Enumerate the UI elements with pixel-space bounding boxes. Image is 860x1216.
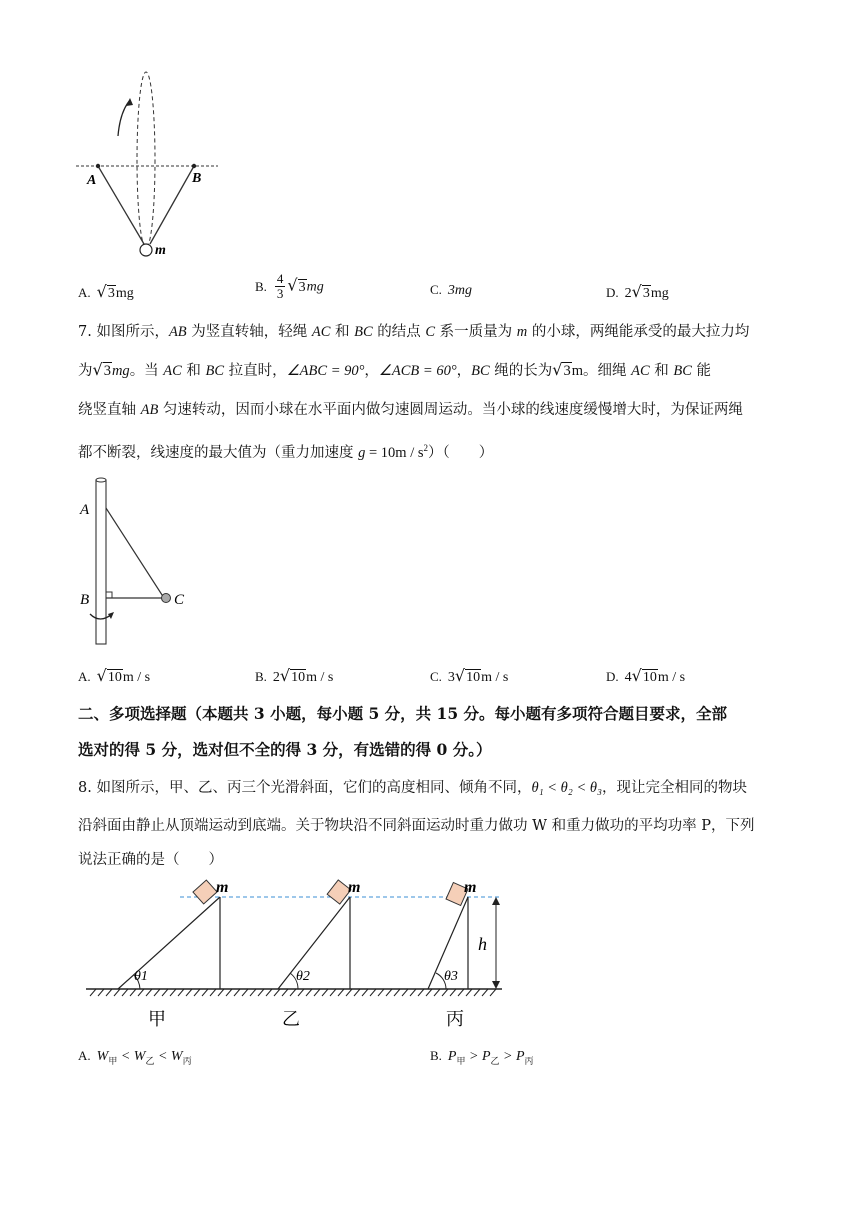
q7-option-c: C. 3√10m / s: [430, 666, 509, 685]
ball-m: [140, 244, 152, 256]
section2-heading-line-1: 二、多项选择题（本题共 3 小题，每小题 5 分，共 15 分。每小题有多项符合题目要求，全部: [78, 704, 728, 723]
ball-c: [162, 594, 171, 603]
block-jia: [193, 880, 217, 904]
q7-figure: [76, 474, 206, 654]
incline-bing: [428, 879, 476, 989]
q8-figure: [82, 872, 512, 1034]
name-bing: 丙: [446, 1009, 464, 1030]
rope-b: [150, 166, 194, 244]
label-b: B: [192, 171, 202, 186]
q8-option-a: A. $W_甲 < W_乙 < W_丙$: [78, 1048, 192, 1067]
q6-option-c: C. 3mg: [430, 282, 473, 298]
q8-option-b: B. $P_甲 > P_乙 > P_丙$: [430, 1048, 534, 1067]
label-a: A: [87, 173, 97, 188]
section2-heading-line-2: 选对的得 5 分，选对但不全的得 3 分，有选错的得 0 分。）: [78, 740, 492, 759]
label-h: h: [478, 934, 487, 954]
q8-line-2: 沿斜面由静止从顶端运动到底端。关于物块沿不同斜面运动时重力做功 W 和重力做功的平均功率 P，下列: [78, 818, 755, 834]
label-m-2: m: [348, 879, 361, 896]
label-b: B: [80, 592, 90, 608]
q6-option-b: B. $\frac{4}{3}$ √3mg: [255, 271, 324, 301]
q7-line-2: 为√3mg。当 AC 和 BC 拉直时，∠ABC = 90°，∠ACB = 60°，BC 绳的长为√3m。细绳 AC 和 BC 能: [78, 360, 711, 379]
q7-line-4: 都不断裂，线速度的最大值为（重力加速度 $g = 10m / s^2$）（ ）: [78, 443, 494, 461]
rope-a: [98, 166, 144, 244]
q7-line-3: 绕竖直轴 AB 匀速转动，因而小球在水平面内做匀速圆周运动。当小球的线速度缓慢增大时，为保证两绳: [78, 402, 743, 418]
label-theta3: θ3: [444, 969, 458, 984]
label-c: C: [174, 592, 185, 608]
rope-ac: [106, 508, 164, 598]
incline-jia: [118, 879, 228, 989]
label-theta1: θ1: [134, 969, 148, 984]
q8-line-1: 8. 如图所示，甲、乙、丙三个光滑斜面，它们的高度相同、倾角不同，θ₁ < θ₂ < θ₃，现让完全相同的物块: [78, 780, 748, 796]
q6-option-a: A. √3mg: [78, 282, 134, 301]
q6-option-d: D. 2√3mg: [606, 282, 669, 301]
q7-option-b: B. 2√10m / s: [255, 666, 334, 685]
label-m-1: m: [216, 879, 229, 896]
label-theta2: θ2: [296, 969, 310, 984]
q7-option-d: D. 4√10m / s: [606, 666, 686, 685]
q7-line-1: 7. 如图所示，AB 为竖直转轴，轻绳 AC 和 BC 的结点 C 系一质量为 m 的小球，两绳能承受的最大拉力均: [78, 324, 750, 340]
q8-line-3: 说法正确的是（ ）: [78, 852, 223, 868]
label-m-3: m: [464, 879, 477, 896]
label-a: A: [80, 502, 90, 518]
incline-yi: [278, 879, 360, 989]
label-m: m: [155, 243, 166, 258]
q7-option-a: A. √10m / s: [78, 666, 151, 685]
name-yi: 乙: [282, 1009, 300, 1030]
dashed-circle-path: [137, 72, 155, 248]
name-jia: 甲: [148, 1009, 166, 1030]
q6-figure: [70, 68, 230, 264]
